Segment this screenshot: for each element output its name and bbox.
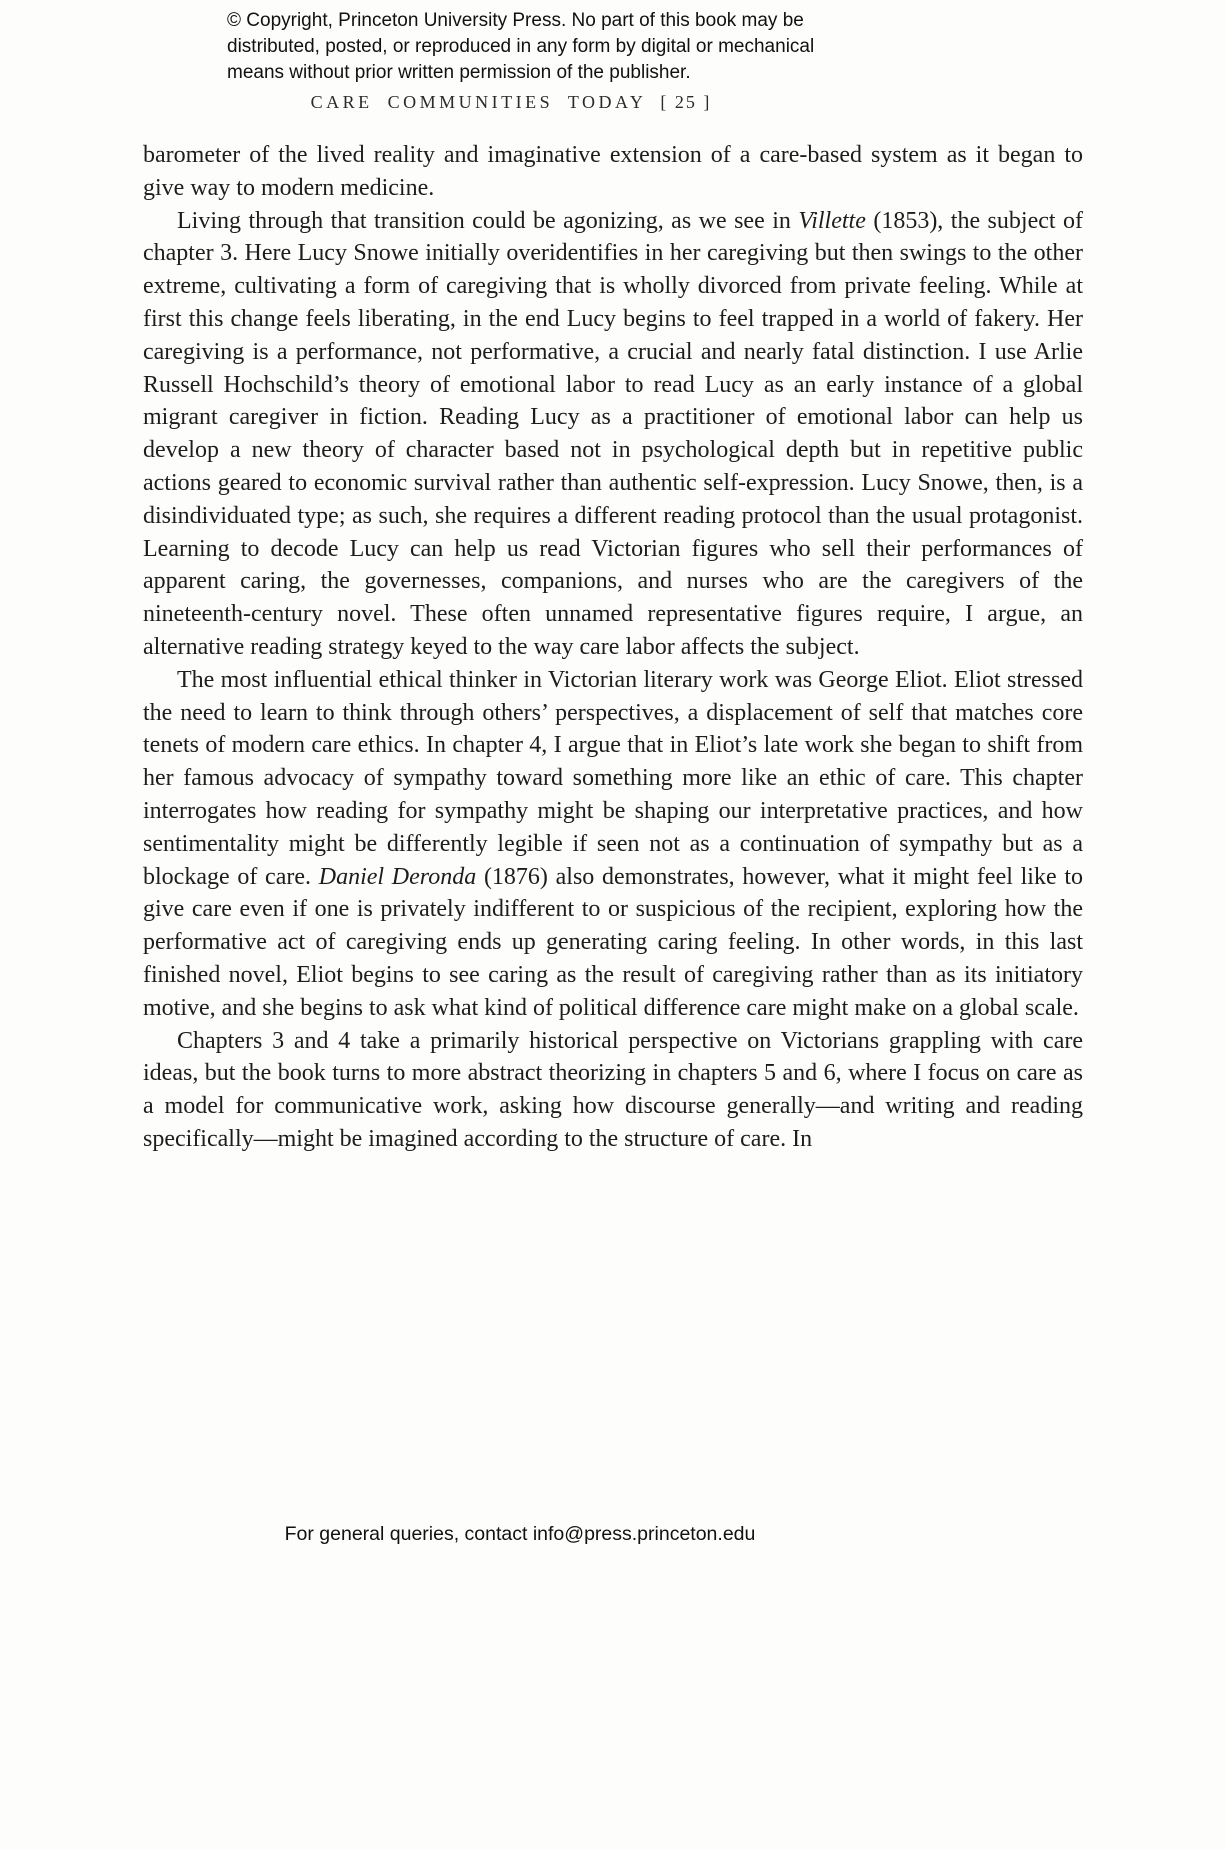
text-run: Living through that transition could be agonizing, as we see in [177, 207, 799, 234]
footer-query-note: For general queries, contact info@press.princeton.edu [284, 1523, 756, 1545]
text-run: barometer of the lived reality and imaginative extension of a care-based system as it began to give way to modern medicine. [143, 142, 1083, 201]
text-run: (1853), the subject of chapter 3. Here Lucy Snowe initially overidentifies in her caregiving but then swings to the other extreme, cultivating a form of caregiving that is wholly divorced from private feeling. While at first this change feels liberating, in the end Lucy begins to feel trapped in a world of fakery. Her caregiving is a performance, not performative, a crucial and nearly fatal distinction. I use Arlie Russell Hochschild’s theory of emotional labor to read Lucy as an early instance of a global migrant caregiver in fiction. Reading Lucy as a practitioner of emotional labor can help us develop a new theory of character based not in psychological depth but in repetitive public actions geared to economic survival rather than authentic self-expression. Lucy Snowe, then, is a disindividuated type; as such, she requires a different reading protocol than the usual protagonist. Learning to decode Lucy can help us read Victorian figures who sell their performances of apparent caring, the governesses, companions, and nurses who are the caregivers of the nineteenth-century novel. These often unnamed representative figures require, I argue, an alternative reading strategy keyed to the way care labor affects the subject. [143, 207, 1083, 660]
text-run: Chapters 3 and 4 take a primarily historical perspective on Victorians grappling with care ideas, but the book turns to more abstract theorizing in chapters 5 and 6, where I focus on care as a model for communicative work, asking how discourse generally—and writing and reading specifically—might be imagined according to the structure of care. In [143, 1027, 1083, 1152]
body-text [143, 139, 1083, 1156]
copyright-line: means without prior written permission of the publisher. [227, 62, 691, 83]
copyright-line: distributed, posted, or reproduced in any form by digital or mechanical [227, 36, 815, 57]
running-head-title: CARE COMMUNITIES TODAY [310, 92, 647, 112]
running-head [0, 92, 1022, 113]
text-run: (1876) also demonstrates, however, what it might feel like to give care even if one is privately indifferent to or suspicious of the recipient, exploring how the performative act of caregiving ends up generating caring feeling. In other words, in this last finished novel, Eliot begins to see caring as the result of caregiving rather than as its initiatory motive, and she begins to ask what kind of political difference care might make on a global scale. [143, 863, 1083, 1021]
text-run: The most influential ethical thinker in Victorian literary work was George Eliot. Eliot stressed the need to learn to think through others’ perspectives, a displacement of self that matches core tenets of modern care ethics. In chapter 4, I argue that in Eliot’s late work she began to shift from her famous advocacy of sympathy toward something more like an ethic of care. This chapter interrogates how reading for sympathy might be shaping our interpretative practices, and how sentimentality might be differently legible if seen not as a continuation of sympathy but as a blockage of care. [143, 666, 1083, 890]
paragraph [143, 205, 1083, 664]
paragraph [143, 139, 1083, 205]
italic-book-title: Villette [798, 207, 866, 234]
italic-book-title: Daniel Deronda [318, 863, 477, 890]
paragraph [143, 664, 1083, 1025]
copyright-line: © Copyright, Princeton University Press. No part of this book may be [227, 10, 804, 31]
copyright-notice [227, 8, 814, 86]
page-number: [ 25 ] [660, 92, 712, 112]
paragraph [143, 1025, 1083, 1156]
